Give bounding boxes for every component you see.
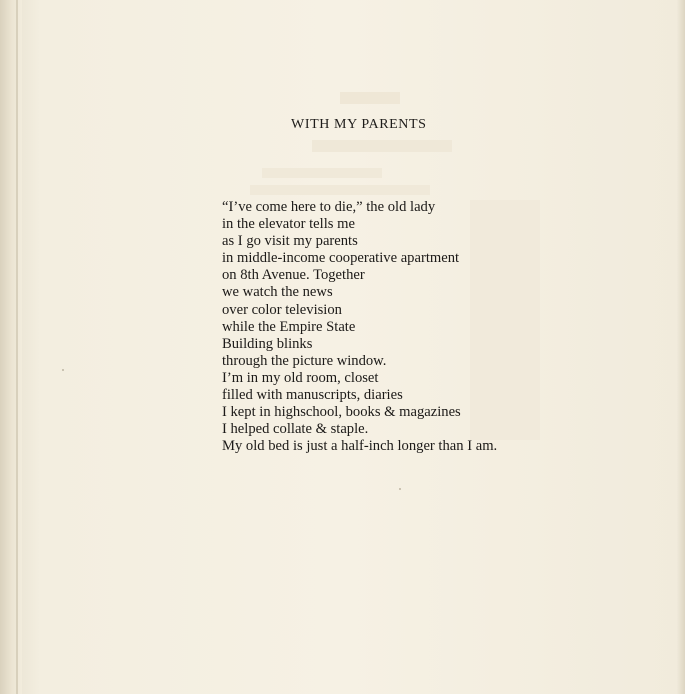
poem-line: in middle-income cooperative apartment [222, 250, 460, 267]
poem-line: “I’ve come here to die,” the old lady [222, 199, 436, 215]
poem-line: I kept in highschool, books & magazines [222, 404, 461, 421]
poem-line: My old bed is just a half-inch longer than I am. [222, 438, 498, 455]
poem-line: I helped collate & staple. [222, 421, 369, 438]
poem-line: we watch the news [222, 284, 333, 301]
page-edge [677, 0, 685, 694]
paper-speck [62, 369, 64, 371]
poem-line: while the Empire State [222, 318, 356, 335]
poem-line: as I go visit my parents [222, 233, 358, 250]
poem-line: through the picture window. [222, 352, 387, 369]
poem-line: filled with manuscripts, diaries [222, 387, 403, 404]
poem-line: over color television [222, 301, 342, 318]
poem-line: on 8th Avenue. Together [222, 267, 365, 284]
gutter-edge [16, 0, 18, 694]
poem-line: Building blinks [222, 335, 313, 352]
poem-title: WITH MY PARENTS [291, 117, 427, 132]
book-gutter [0, 0, 22, 694]
poem-line: in the elevator tells me [222, 216, 355, 233]
poem-line: I’m in my old room, closet [222, 369, 379, 386]
poem-body [222, 199, 497, 455]
paper-speck [399, 488, 401, 490]
